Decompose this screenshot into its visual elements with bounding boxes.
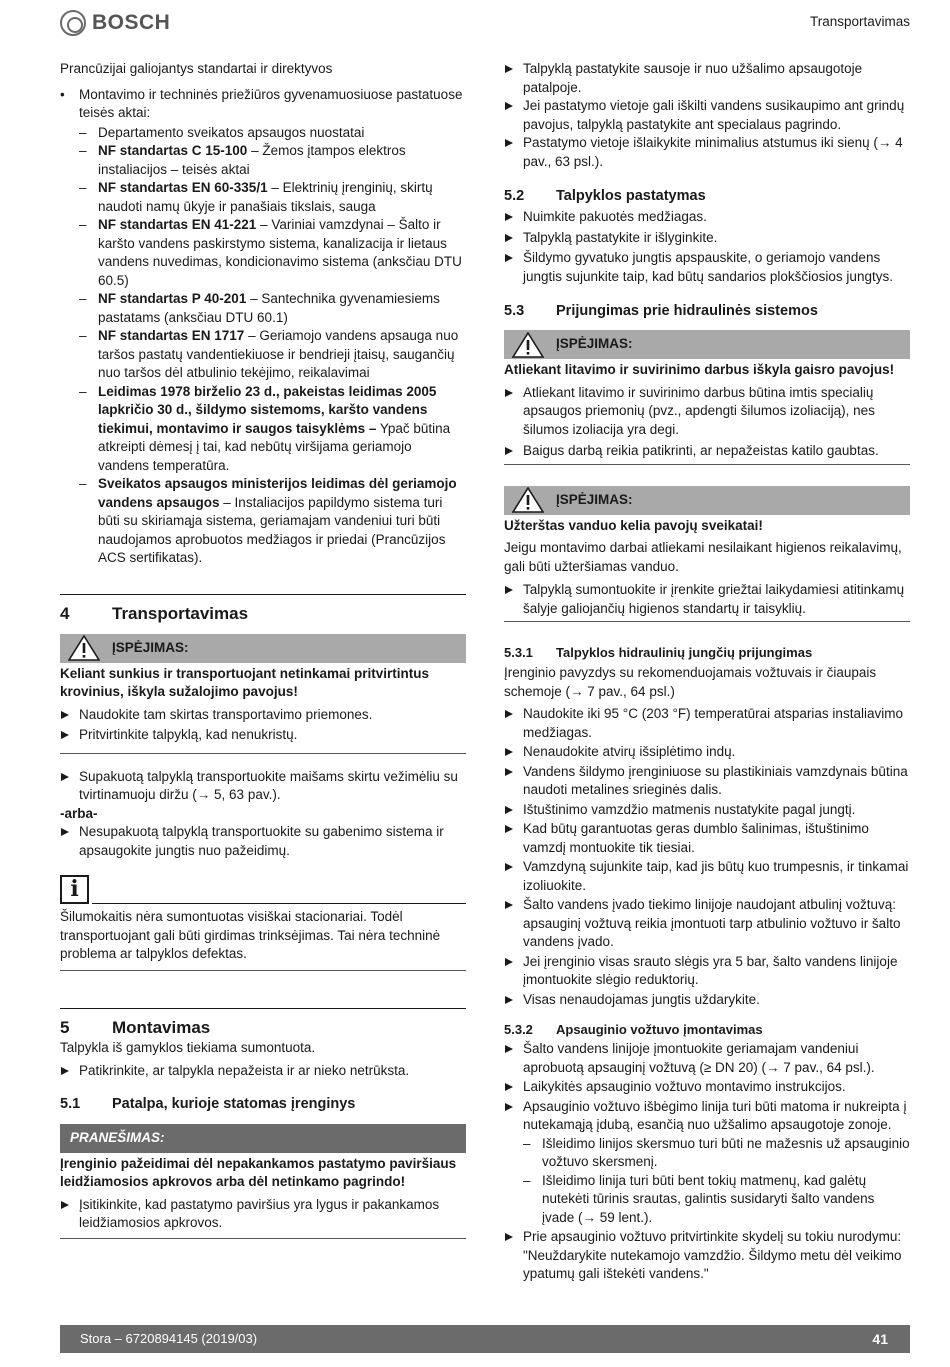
warning-text: Užterštas vanduo kelia pavojų sveikatai! xyxy=(504,517,763,533)
item-text: – Variniai vamzdynai – Šalto ir karšto vandens paskirstymo sistema, kanalizacija ir lietaus vandens nuvedimas, kondicionavimo sistema (anksčiau DTU 60.5) xyxy=(98,217,462,288)
list-item: Naudokite tam skirtas transportavimo priemones. xyxy=(60,706,466,725)
section-title: Patalpa, kurioje statomas įrenginys xyxy=(112,1095,356,1112)
list-item xyxy=(79,142,466,179)
notice-items xyxy=(60,1196,466,1233)
warning-triangle-icon xyxy=(68,635,100,661)
warning-items xyxy=(504,581,910,618)
list-item: Prie apsauginio vožtuvo pritvirtinkite skydelį su tokiu nurodymu: "Neuždarykite nutekamojo vamzdžio. Šildymo metu dėl veikimo ypatumų gali ištekėti vandens." xyxy=(504,1228,910,1284)
list-item: Kad būtų garantuotas geras dumblo šalinimas, ištuštinimo vamzdį montuokite tik tiesiai. xyxy=(504,820,910,857)
list-item: Talpyklą pastatykite ir išlyginkite. xyxy=(504,229,910,248)
section-4 xyxy=(60,594,466,971)
list-item: Atliekant litavimo ir suvirinimo darbus būtina imtis specialių apsaugos priemonių (pvz., apdengti šilumos izoliaciją), nes šilumos izoliacija yra degi. xyxy=(504,384,910,440)
list-item xyxy=(79,124,466,143)
section-heading xyxy=(60,603,466,625)
bosch-armature-icon xyxy=(60,10,86,36)
subsection-heading xyxy=(504,1021,910,1039)
list-item xyxy=(79,383,466,476)
section-items xyxy=(504,1040,910,1284)
info-text: Šilumokaitis nėra sumontuotas visiškai stacionariai. Todėl transportuojant gali būti girdimas trinksėjimas. Tai nėra techninė problema ar talpyklos defektas. xyxy=(60,909,441,961)
list-item xyxy=(60,86,466,568)
section-title: Talpyklos hidraulinių jungčių prijungimas xyxy=(556,645,813,660)
list-item: Baigus darbą reikia patikrinti, ar nepažeistas katilo gaubtas. xyxy=(504,442,910,461)
warning-label: ĮSPĖJIMAS: xyxy=(112,639,189,655)
list-item xyxy=(79,216,466,290)
brand-name: BOSCH xyxy=(92,10,171,34)
list-item xyxy=(79,290,466,327)
item-text: – Instaliacijos papildymo sistema turi būti su skiriamąja sistema, geriamajam vandeniui turi būti naudojamos aprobuotos medžiagos ir priedai (Prancūzijos ACS sertifikatas). xyxy=(98,494,446,565)
list-item: Patikrinkite, ar talpykla nepažeista ir ar nieko netrūksta. xyxy=(60,1062,466,1081)
list-item: Talpyklą pastatykite sausoje ir nuo užšalimo apsaugotoje patalpoje. xyxy=(504,60,910,97)
list-item: Supakuotą talpyklą transportuokite maišams skirtu vežimėliu su tvirtinamuoju diržu (→ 5, 63 pav.). xyxy=(60,768,466,805)
standards-list xyxy=(60,86,466,568)
warning-banner xyxy=(504,330,910,359)
warning-body xyxy=(60,663,466,754)
page-footer xyxy=(60,1325,910,1353)
item-text: – Elektrinių įrenginių, skirtų naudoti namų ūkyje ir panašiais tikslais, sauga xyxy=(98,180,433,214)
item-bold: Leidimas 1978 birželio 23 d., pakeistas leidimas 2005 lapkričio 30 d., šildymo sistemoms, karšto vandens tiekimui, montavimo ir saugos taisyklėms – xyxy=(98,383,437,436)
subsection-heading xyxy=(504,301,910,321)
warning-triangle-icon xyxy=(512,487,544,513)
list-item: Pastatymo vietoje išlaikykite minimalius atstumus iki sienų (→ 4 pav., 63 psl.). xyxy=(504,134,910,171)
warning-banner xyxy=(504,486,910,515)
info-body xyxy=(60,904,466,971)
warning-body xyxy=(504,359,910,465)
list-item-text: Montavimo ir techninės priežiūros gyvenamuosiuose pastatuose teisės aktai: xyxy=(79,86,463,120)
list-item: Naudokite iki 95 °C (203 °F) temperatūrai atsparias instaliavimo medžiagas. xyxy=(504,705,910,742)
warning-label: ĮSPĖJIMAS: xyxy=(556,491,633,507)
section-number: 5.3 xyxy=(504,303,525,319)
list-item: Pritvirtinkite talpyklą, kad nenukristų. xyxy=(60,726,466,745)
list-item: Šalto vandens linijoje įmontuokite geriamajam vandeniui aprobuotą apsauginį vožtuvą (≥ DN 20) (→ 7 pav., 64 psl.). xyxy=(504,1040,910,1077)
left-column xyxy=(60,60,466,1239)
info-header xyxy=(60,874,466,904)
item-bold: NF standartas EN 41-221 xyxy=(98,217,257,232)
list-item: Nuimkite pakuotės medžiagas. xyxy=(504,208,910,227)
section-title: Montavimas xyxy=(112,1017,211,1037)
item-bold: NF standartas EN 60-335/1 xyxy=(98,180,268,195)
info-rule xyxy=(92,903,466,904)
list-item xyxy=(79,327,466,383)
section-title: Transportavimas xyxy=(112,603,249,623)
standards-intro: Prancūzijai galiojantys standartai ir direktyvos xyxy=(60,61,333,76)
item-bold: NF standartas P 40-201 xyxy=(98,291,247,306)
warning-banner xyxy=(60,634,466,663)
item-text: – Geriamojo vandens apsauga nuo taršos pastatų vandentiekiuose ir bendrieji įtaisų, saugančių nuo taršos dėl atbulinio tekėjimo, reikalavimai xyxy=(98,328,459,380)
warning-paragraph: Jeigu montavimo darbai atliekami nesilaikant higienos reikalavimų, gali būti užteršiamas vanduo. xyxy=(504,540,902,574)
list-item: Ištuštinimo vamzdžio matmenis nustatykite pagal jungtį. xyxy=(504,801,910,820)
brand-logo xyxy=(60,10,170,36)
document-id: Stora – 6720894145 (2019/03) xyxy=(80,1330,258,1346)
notice-body xyxy=(60,1153,466,1239)
section-title: Talpyklos pastatymas xyxy=(556,188,706,204)
section-number: 5.3.2 xyxy=(504,1022,533,1037)
page-number: 41 xyxy=(872,1330,888,1347)
section-text: Talpykla iš gamyklos tiekiama sumontuota. xyxy=(60,1039,316,1055)
section-number: 4 xyxy=(60,603,70,623)
section-number: 5.3.1 xyxy=(504,645,533,660)
section-text: Įrenginio pavyzdys su rekomenduojamais vožtuvais ir čiaupais schemoje (→ 7 pav., 64 psl.) xyxy=(504,665,877,699)
list-item: Nesupakuotą talpyklą transportuokite su gabenimo sistema ir apsaugokite jungtis nuo pažeidimų. xyxy=(60,823,466,860)
list-item-text: Apsauginio vožtuvo išbėgimo linija turi būti matoma ir nukreipta į nutekamąją įdubą, esančią nuo užšalimo apsaugotoje zonoje. xyxy=(523,1098,907,1132)
list-item xyxy=(79,475,466,568)
list-item: Šildymo gyvatuko jungtis apspauskite, o geriamojo vandens jungtis sujunkite taip, kad būtų sandarios plokščiosios jungtys. xyxy=(504,249,910,286)
list-item: Visas nenaudojamas jungtis uždarykite. xyxy=(504,991,910,1010)
subsection-heading xyxy=(504,644,910,662)
warning-label: ĮSPĖJIMAS: xyxy=(556,336,633,352)
item-text: – Žemos įtampos elektros instaliacijos – teisės aktai xyxy=(98,143,406,177)
list-item: – Išleidimo linija turi būti bent tokių matmenų, kad galėtų nutekėti tūrinis srautas, galintis susidaryti šalto vandens įvade (→ 59 lent.). xyxy=(523,1172,910,1228)
list-item: Įsitikinkite, kad pastatymo paviršius yra lygus ir pakankamos leidžiamosios apkrovos. xyxy=(60,1196,466,1233)
item-bold: NF standartas C 15-100 xyxy=(98,143,248,158)
placement-items xyxy=(504,60,910,171)
item-bold: NF standartas EN 1717 xyxy=(98,328,245,343)
subsection-heading xyxy=(60,1094,466,1114)
info-icon: i xyxy=(60,875,89,904)
transport-items-2 xyxy=(60,823,466,860)
or-separator: -arba- xyxy=(60,805,98,821)
running-header: Transportavimas xyxy=(809,14,910,29)
list-item: Nenaudokite atvirų išsiplėtimo indų. xyxy=(504,743,910,762)
transport-items xyxy=(60,768,466,805)
list-item xyxy=(504,1098,910,1228)
warning-items xyxy=(504,384,910,461)
section-heading xyxy=(60,1017,466,1039)
section-number: 5 xyxy=(60,1017,70,1037)
notice-text: Įrenginio pažeidimai dėl nepakankamos pastatymo paviršiaus leidžiamosios apkrovos arba dėl netinkamo pagrindo! xyxy=(60,1155,457,1189)
section-items xyxy=(504,208,910,286)
section-5 xyxy=(60,1008,466,1239)
item-text: Ypač būtina atkreipti dėmesį į tai, kad nebūtų viršijama geriamojo vandens temperatūra. xyxy=(98,420,451,473)
warning-text: Atliekant litavimo ir suvirinimo darbus iškyla gaisro pavojus! xyxy=(504,362,895,377)
warning-items xyxy=(60,706,466,745)
right-column xyxy=(504,60,910,1284)
notice-label: PRANEŠIMAS: xyxy=(70,1129,165,1145)
dash-list xyxy=(523,1135,910,1228)
section-items xyxy=(60,1062,466,1081)
item-bold: Sveikatos apsaugos ministerijos leidimas dėl geriamojo vandens apsaugos xyxy=(98,476,457,510)
warning-text: Keliant sunkius ir transportuojant netinkamai pritvirtintus krovinius, iškyla sužalojimo pavojus! xyxy=(60,665,430,699)
list-item: Talpyklą sumontuokite ir įrenkite griežtai laikydamiesi atitinkamų šalyje galiojančių higienos standartų ir taisyklių. xyxy=(504,581,910,618)
list-item: Jei įrenginio visas srauto slėgis yra 5 bar, šalto vandens linijoje įmontuokite slėgio reduktorių. xyxy=(504,953,910,990)
notice-banner xyxy=(60,1124,466,1153)
list-item: Šalto vandens įvado tiekimo linijoje naudojant atbulinį vožtuvą: apsauginį vožtuvą reikia įmontuoti tarp atbulinio vožtuvo ir šalto vandens įvado. xyxy=(504,896,910,952)
list-item: Laikykitės apsauginio vožtuvo montavimo instrukcijos. xyxy=(504,1078,910,1097)
warning-body xyxy=(504,515,910,623)
section-title: Prijungimas prie hidraulinės sistemos xyxy=(556,303,818,319)
item-text: – Santechnika gyvenamiesiems pastatams (anksčiau DTU 60.1) xyxy=(98,291,440,325)
section-items xyxy=(504,705,910,1009)
warning-triangle-icon xyxy=(512,332,544,358)
item-text: Departamento sveikatos apsaugos nuostatai xyxy=(98,124,365,140)
list-item: Vandens šildymo įrenginiuose su plastikiniais vamzdynais būtina naudoti metalines srieginės dalis. xyxy=(504,763,910,800)
section-number: 5.1 xyxy=(60,1095,81,1112)
list-item: – Išleidimo linijos skersmuo turi būti ne mažesnis už apsauginio vožtuvo skersmenį. xyxy=(523,1135,910,1172)
section-title: Apsauginio vožtuvo įmontavimas xyxy=(556,1022,763,1037)
subsection-heading xyxy=(504,186,910,206)
dash-list xyxy=(79,124,466,568)
list-item xyxy=(79,179,466,216)
list-item: Vamzdyną sujunkite taip, kad jis būtų kuo trumpesnis, ir tinkamai izoliuokite. xyxy=(504,858,910,895)
list-item: Jei pastatymo vietoje gali iškilti vandens susikaupimo ant grindų pavojus, talpyklą pastatykite ant specialaus pagrindo. xyxy=(504,97,910,134)
section-number: 5.2 xyxy=(504,188,525,204)
